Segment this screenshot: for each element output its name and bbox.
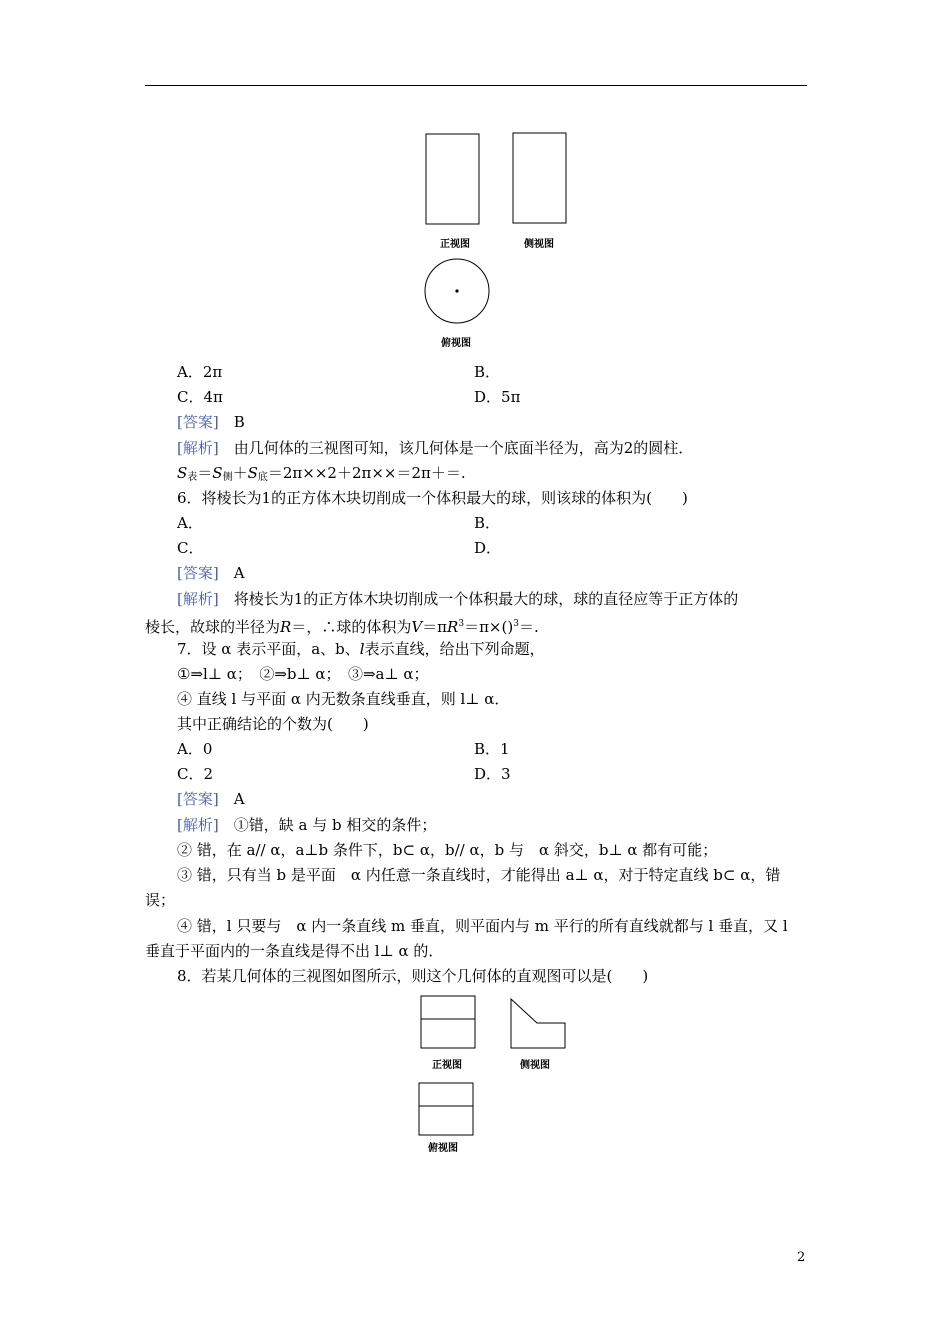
q7-analysis-3-cont: 误；: [145, 891, 176, 909]
q8-side-view-caption: 侧视图: [520, 1060, 550, 1071]
front-view-caption: 正视图: [440, 239, 470, 250]
var-l: l: [359, 640, 365, 658]
answer-value: A: [233, 790, 245, 808]
formula-s3: S: [247, 464, 258, 482]
q5-analysis: [177, 438, 693, 458]
var-v: V: [411, 618, 423, 636]
q6-option-c: C．: [177, 539, 204, 557]
q6-analysis-line1: [177, 589, 738, 609]
var-r: R: [447, 618, 459, 636]
analysis-text: ＝π×(): [464, 618, 514, 636]
q7-option-c: C．2: [177, 765, 214, 783]
q8-front-view-caption: 正视图: [432, 1060, 462, 1071]
q6-option-b: B．: [474, 514, 501, 532]
side-view-rectangle: [513, 133, 566, 223]
formula-sub-base: 底: [257, 472, 268, 483]
stem-text: 7．设 α 表示平面，a、b、: [177, 640, 360, 658]
formula-s2: S: [212, 464, 223, 482]
q7-analysis-4-cont: 垂直于平面内的一条直线是得不出 l⊥ α 的．: [145, 942, 444, 960]
q8-top-view-caption: 俯视图: [428, 1143, 458, 1154]
answer-value: A: [233, 564, 245, 582]
answer-tag: [答案]: [177, 413, 219, 431]
stem-text: 表示直线，给出下列命题，: [364, 640, 545, 658]
answer-tag: [答案]: [177, 564, 219, 582]
formula-sub-side: 侧: [222, 472, 233, 483]
q5-option-a: A．2π: [177, 363, 223, 381]
q7-analysis-4: ④ 错，l 只要与 α 内一条直线 m 垂直，则平面内与 m 平行的所有直线就都与 l 垂直，又 l: [177, 917, 788, 935]
answer-value: B: [233, 413, 245, 431]
analysis-tag: [解析]: [177, 816, 219, 834]
var-r: R: [280, 618, 292, 636]
q7-option-a: A．0: [177, 740, 213, 758]
header-rule: [145, 85, 807, 86]
q6-option-d: D．: [474, 539, 502, 557]
q7-analysis-1: [177, 815, 436, 835]
q6-stem: 6．将棱长为1的正方体木块切削成一个体积最大的球，则该球的体积为( ): [177, 489, 688, 507]
q6-analysis-line2: [145, 614, 539, 637]
q7-proposition-4: ④ 直线 l 与平面 α 内无数条直线垂直，则 l⊥ α．: [177, 690, 510, 708]
exponent: 3: [458, 619, 465, 629]
analysis-text: 由几何体的三视图可知，该几何体是一个底面半径为，高为2的圆柱．: [233, 439, 694, 457]
analysis-tag: [解析]: [177, 439, 219, 457]
q7-option-b: B．1: [474, 740, 510, 758]
side-view-caption: 侧视图: [524, 239, 554, 250]
side-view-pentagon: [511, 999, 565, 1048]
q7-option-d: D．3: [474, 765, 511, 783]
analysis-text: ＝π: [422, 618, 448, 636]
analysis-text: ＝.: [518, 618, 539, 636]
q7-answer: [177, 789, 245, 809]
top-view-rectangle: [419, 1083, 473, 1135]
front-view-rectangle: [426, 134, 479, 224]
formula-s: S: [177, 464, 188, 482]
page-number: 2: [797, 1250, 806, 1265]
formula-plus: ＋: [232, 464, 248, 482]
q6-option-a: A．: [177, 514, 203, 532]
analysis-text: 棱长，故球的半径为: [145, 618, 281, 636]
q5-formula: [177, 463, 466, 488]
front-view-rectangle: [421, 996, 475, 1048]
analysis-text: ①错，缺 a 与 b 相交的条件；: [233, 816, 437, 834]
q7-analysis-3: ③ 错，只有当 b 是平面 α 内任意一条直线时，才能得出 a⊥ α，对于特定直线 b⊂ α，错: [177, 866, 781, 884]
q7-stem: [177, 639, 545, 659]
analysis-tag: [解析]: [177, 590, 219, 608]
formula-rest: ＝2π××2＋2π××＝2π＋＝.: [267, 464, 466, 482]
q5-option-b: B．: [474, 363, 501, 381]
exponent: 3: [513, 619, 519, 629]
formula-sub-surface: 表: [187, 472, 198, 483]
analysis-text: 将棱长为1的正方体木块切削成一个体积最大的球，球的直径应等于正方体的: [233, 590, 739, 608]
top-view-caption: 俯视图: [441, 338, 471, 349]
q8-stem: 8．若某几何体的三视图如图所示，则这个几何体的直观图可以是( ): [177, 967, 649, 985]
q7-propositions: ①⇒l⊥ α； ②⇒b⊥ α； ③⇒a⊥ α；: [177, 665, 429, 683]
q5-option-c: C．4π: [177, 388, 223, 406]
q7-analysis-2: ② 错，在 a// α，a⊥b 条件下，b⊂ α，b// α，b 与 α 斜交，b⊥ α 都有可能；: [177, 841, 718, 859]
answer-tag: [答案]: [177, 790, 219, 808]
top-view-center-dot: [455, 289, 458, 292]
analysis-text: ＝，∴球的体积为: [291, 618, 412, 636]
q7-ask: 其中正确结论的个数为( ): [177, 715, 369, 733]
formula-eq: ＝: [197, 464, 213, 482]
q5-option-d: D．5π: [474, 388, 521, 406]
q6-answer: [177, 563, 245, 583]
q5-answer: [177, 412, 245, 432]
